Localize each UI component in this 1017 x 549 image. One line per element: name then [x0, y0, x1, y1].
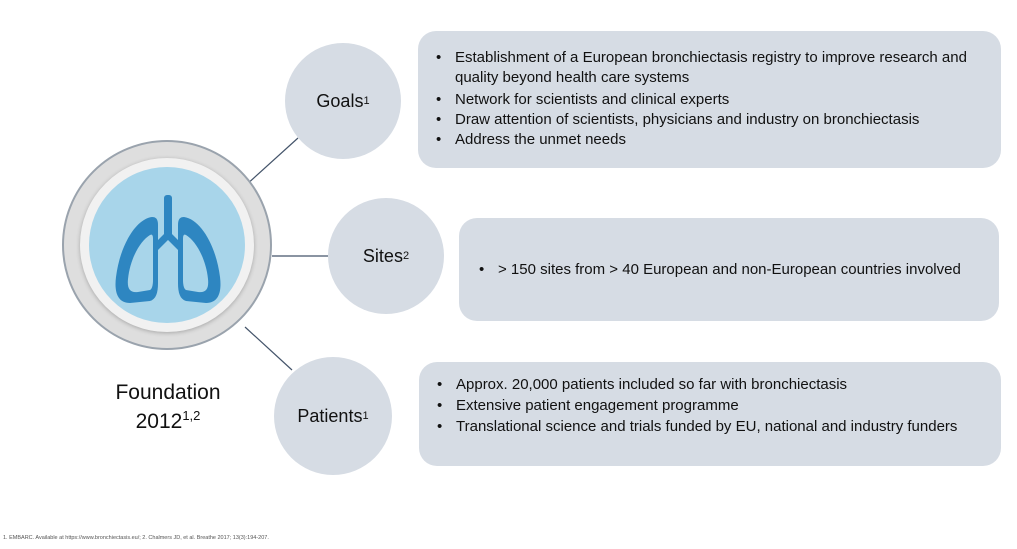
patients-list	[435, 374, 987, 437]
sites-box	[459, 218, 999, 321]
connector-goals	[245, 138, 298, 186]
goals-item: • Address the unmet needs	[434, 130, 987, 150]
foundation-label	[90, 378, 246, 436]
patients-item: • Translational science and trials funded by EU, national and industry funders	[435, 416, 987, 437]
goals-item: • Establishment of a European bronchiectasis registry to improve research and quality beyond health care systems	[434, 48, 987, 88]
patients-bubble: Patients 1	[274, 357, 392, 475]
footnote: 1. EMBARC. Available at https://www.bronchiectasis.eu/; 2. Chalmers JD, et al. Breathe 2017; 13(3):194-207.	[3, 535, 269, 541]
sites-item: • > 150 sites from > 40 European and non-European countries involved	[477, 259, 961, 280]
foundation-year: 2012	[135, 410, 183, 433]
foundation-title: Foundation	[115, 381, 221, 404]
connector-patients	[245, 327, 292, 370]
sites-list	[477, 259, 961, 280]
sites-label: Sites	[362, 245, 403, 266]
patients-item: • Extensive patient engagement programme	[435, 395, 987, 416]
patients-label: Patients	[297, 405, 363, 426]
sites-bubble: Sites 2	[328, 198, 444, 314]
foundation-year-line	[90, 407, 246, 436]
goals-item: • Network for scientists and clinical experts	[434, 90, 987, 110]
patients-item: • Approx. 20,000 patients included so far with bronchiectasis	[435, 374, 987, 395]
goals-label: Goals	[316, 90, 364, 111]
goals-box	[418, 31, 1001, 168]
goals-list	[434, 48, 987, 150]
lungs-icon	[110, 195, 226, 307]
patients-box	[419, 362, 1001, 466]
goals-bubble: Goals 1	[285, 43, 401, 159]
foundation-refs: 1,2	[182, 408, 201, 423]
goals-item: • Draw attention of scientists, physicians and industry on bronchiectasis	[434, 110, 987, 130]
